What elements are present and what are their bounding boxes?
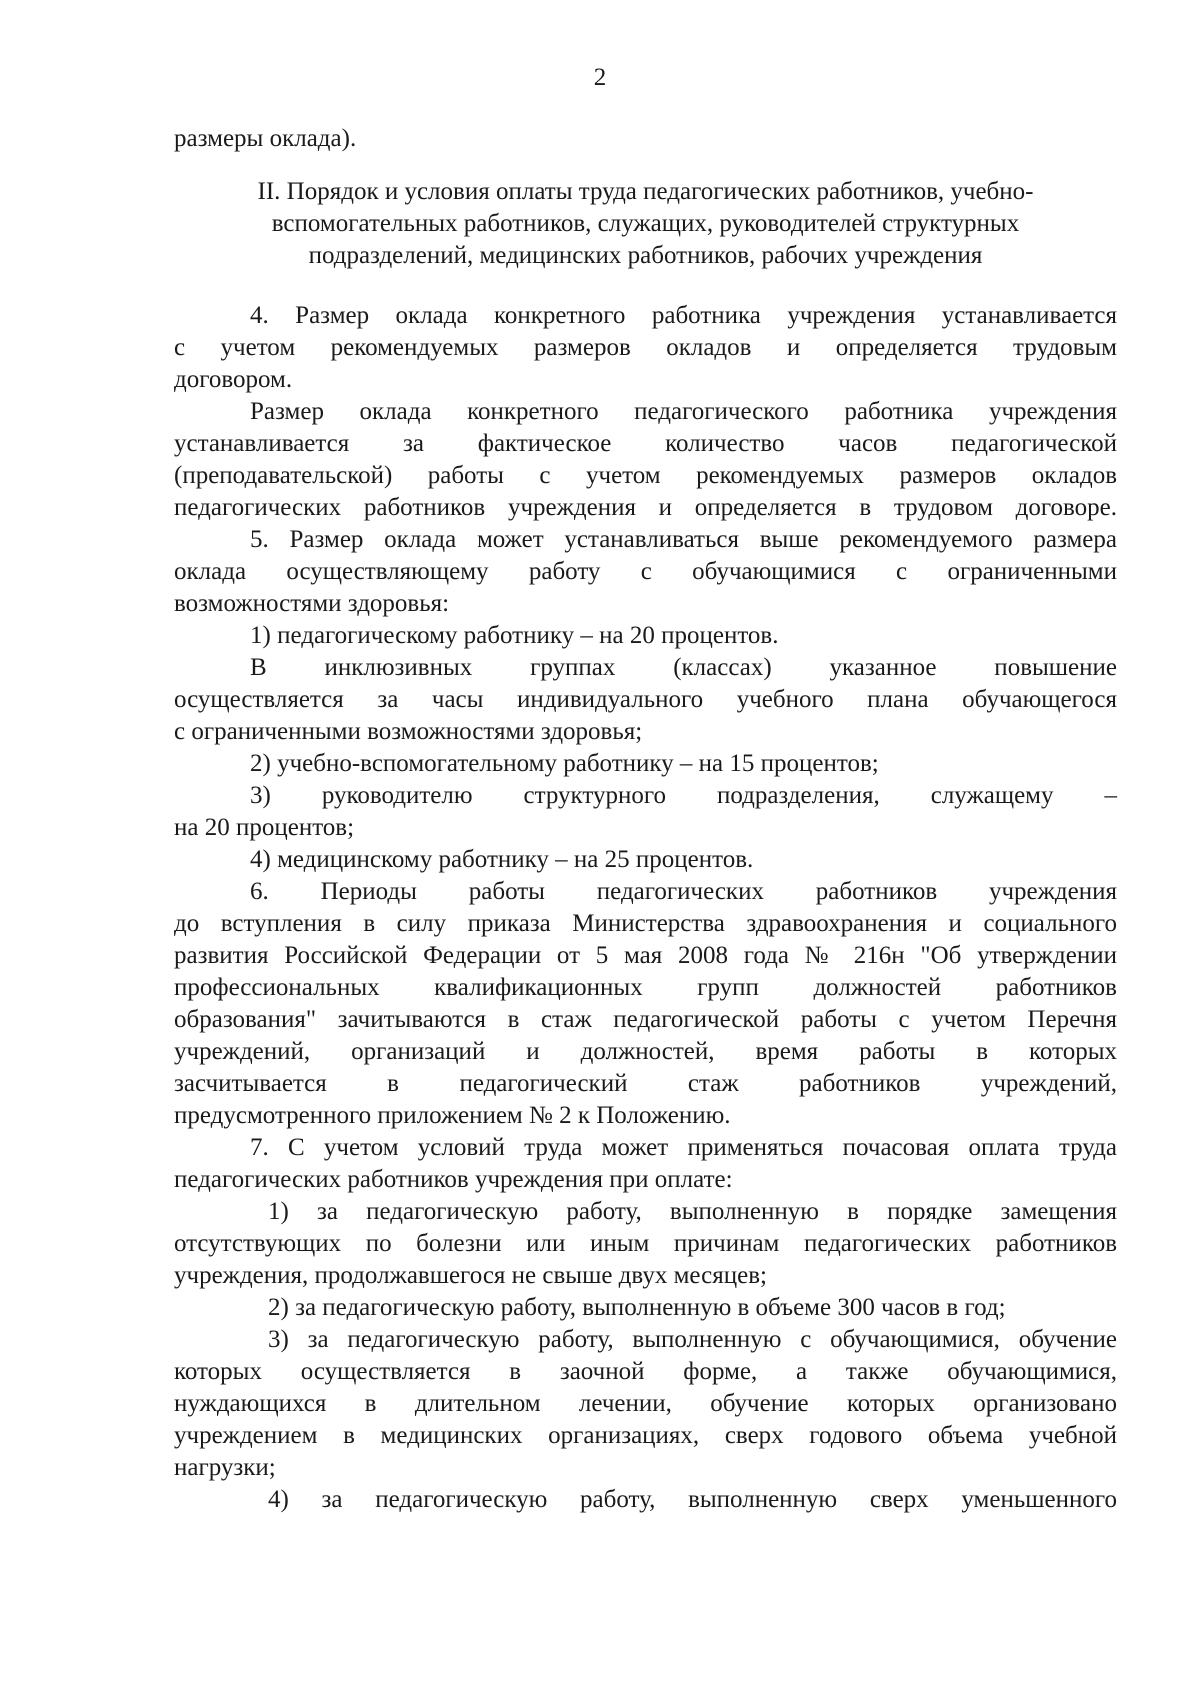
section-heading-line: вспомогательных работников, служащих, руководителей структурных: [271, 210, 1020, 237]
text-line: 1) педагогическому работнику – на 20 процентов.: [250, 622, 779, 649]
text-line: учреждения, продолжавшегося не свыше двух месяцев;: [174, 1262, 767, 1289]
text-line: с учетом рекомендуемых размеров окладов и определяется трудовым: [174, 334, 1117, 361]
text-line: на 20 процентов;: [174, 814, 355, 841]
text-line: (преподавательской) работы с учетом рекомендуемых размеров окладов: [174, 462, 1117, 489]
text-line: 7. С учетом условий труда может применяться почасовая оплата труда: [250, 1134, 1117, 1161]
text-line: нуждающихся в длительном лечении, обучение которых организовано: [174, 1390, 1117, 1417]
text-line: осуществляется за часы индивидуального учебного плана обучающегося: [174, 686, 1117, 713]
text-line: предусмотренного приложением № 2 к Положению.: [174, 1102, 731, 1129]
text-line: педагогических работников учреждения при оплате:: [174, 1166, 733, 1193]
text-line: до вступления в силу приказа Министерства здравоохранения и социального: [174, 910, 1117, 937]
text-line: оклада осуществляющему работу с обучающимися с ограниченными: [174, 558, 1117, 585]
text-line: засчитывается в педагогический стаж работников учреждений,: [174, 1070, 1117, 1097]
text-line: учреждений, организаций и должностей, время работы в которых: [174, 1038, 1117, 1065]
text-line: 3) за педагогическую работу, выполненную с обучающимися, обучение: [268, 1326, 1117, 1353]
text-line: 3) руководителю структурного подразделения, служащему –: [250, 782, 1117, 809]
section-heading-line: подразделений, медицинских работников, рабочих учреждения: [308, 242, 983, 269]
text-line: В инклюзивных группах (классах) указанное повышение: [250, 654, 1117, 681]
text-line: договором.: [174, 366, 293, 393]
text-line: учреждением в медицинских организациях, сверх годового объема учебной: [174, 1422, 1117, 1449]
text-line: с ограниченными возможностями здоровья;: [174, 718, 643, 745]
text-line: возможностями здоровья:: [174, 590, 450, 617]
text-line: размеры оклада).: [174, 125, 357, 152]
section-heading-line: II. Порядок и условия оплаты труда педагогических работников, учебно-: [257, 178, 1034, 205]
text-line: которых осуществляется в заочной форме, а также обучающимися,: [174, 1358, 1117, 1385]
text-line: нагрузки;: [174, 1454, 276, 1481]
text-line: 5. Размер оклада может устанавливаться выше рекомендуемого размера: [250, 526, 1117, 553]
text-line: 2) учебно-вспомогательному работнику – на 15 процентов;: [250, 750, 879, 777]
text-line: 4. Размер оклада конкретного работника учреждения устанавливается: [250, 302, 1117, 329]
text-line: профессиональных квалификационных групп должностей работников: [174, 974, 1117, 1001]
text-line: 4) за педагогическую работу, выполненную сверх уменьшенного: [268, 1486, 1117, 1513]
text-line: 1) за педагогическую работу, выполненную в порядке замещения: [268, 1198, 1117, 1225]
text-line: 6. Периоды работы педагогических работников учреждения: [250, 878, 1117, 905]
text-line: 2) за педагогическую работу, выполненную в объеме 300 часов в год;: [268, 1294, 1006, 1321]
text-line: устанавливается за фактическое количество часов педагогической: [174, 430, 1117, 457]
text-line: педагогических работников учреждения и определяется в трудовом договоре.: [174, 494, 1117, 521]
text-line: образования" зачитываются в стаж педагогической работы с учетом Перечня: [174, 1006, 1117, 1033]
page-number: 2: [593, 64, 607, 91]
text-line: 4) медицинскому работнику – на 25 процентов.: [250, 846, 754, 873]
text-line: развития Российской Федерации от 5 мая 2008 года № 216н "Об утверждении: [174, 942, 1117, 969]
text-line: Размер оклада конкретного педагогического работника учреждения: [250, 398, 1117, 425]
text-line: отсутствующих по болезни или иным причинам педагогических работников: [174, 1230, 1117, 1257]
